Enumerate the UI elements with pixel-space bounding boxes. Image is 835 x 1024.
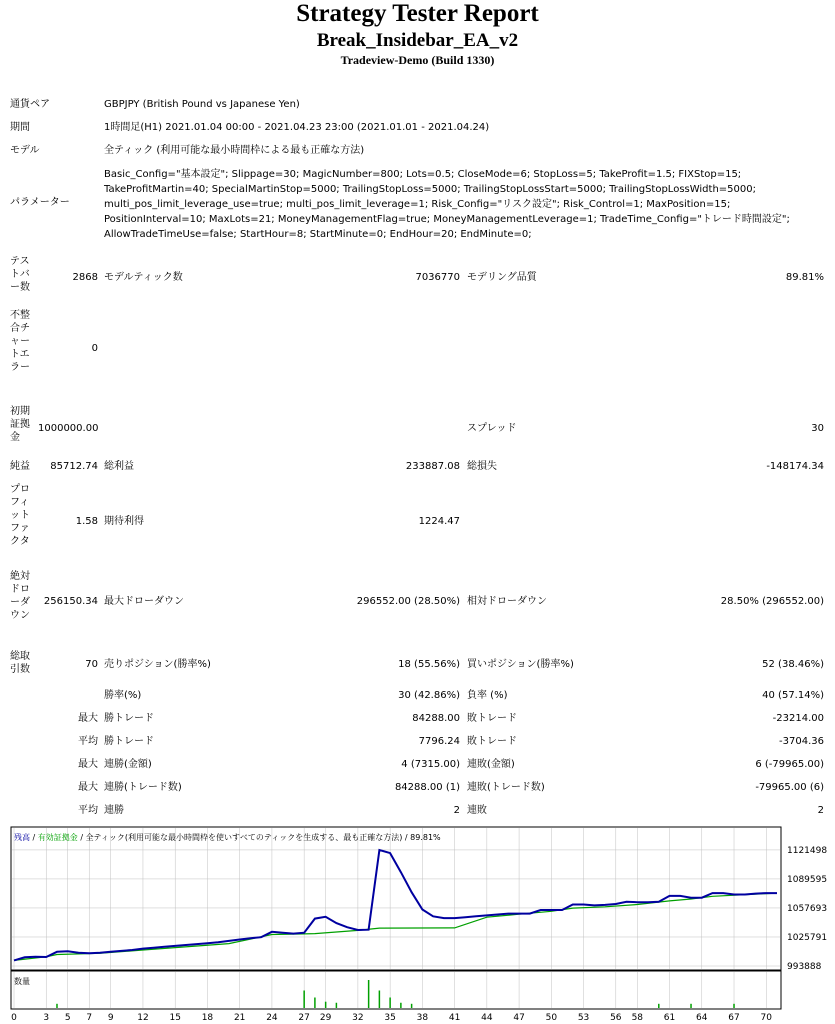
pf-value: 1.58 [75,516,98,527]
x-axis-ticks [11,1013,772,1022]
max-dd-value: 296552.00 (28.50%) [356,596,460,607]
max-profit-label: 連勝(トレード数) [104,782,182,793]
legend-separator-1: / [30,833,38,842]
net-label: 純益 [10,461,30,472]
ea-name: Break_Insidebar_EA_v2 [316,30,519,51]
expected-value: 1224.47 [418,516,460,527]
y-tick-label: 993888 [787,962,822,972]
x-tick-label: 53 [577,1013,590,1022]
gross-loss-label: 総損失 [467,461,497,472]
avg-loss-label: 敗トレード [467,736,517,747]
x-tick-label: 32 [352,1013,364,1022]
largest-loss-label: 敗トレード [467,713,517,724]
expected-label: 期待利得 [104,516,144,527]
legend-equity: 有効証拠金 [37,833,78,842]
x-tick-label: 58 [631,1013,644,1022]
quality-label: モデリング品質 [467,272,537,283]
x-tick-label: 15 [169,1013,181,1022]
x-tick-label: 24 [266,1013,278,1022]
bars-value: 2868 [72,272,98,283]
maximum-label: 最大 [78,759,98,770]
gross-profit-value: 233887.08 [405,461,460,472]
avg-cons-loss-label: 連敗 [467,805,487,816]
y-axis-ticks [787,846,827,972]
y-tick-label: 1057693 [787,903,828,914]
max-cons-loss-value: 6 (-79965.00) [755,759,824,770]
net-value: 85712.74 [50,461,98,472]
bars-label: テストバー数 [10,256,30,293]
max-cons-loss-label: 連敗(金額) [467,759,515,770]
abs-dd-label: 絶対ドローダウン [10,571,30,621]
largest-win-label: 勝トレード [104,713,154,724]
x-tick-label: 38 [416,1013,429,1022]
x-tick-label: 29 [319,1013,332,1022]
long-value: 52 (38.46%) [762,659,824,670]
rel-dd-label: 相対ドローダウン [467,596,547,607]
x-tick-label: 70 [760,1013,772,1022]
x-tick-label: 0 [11,1013,17,1022]
x-tick-label: 61 [663,1013,676,1022]
x-tick-label: 44 [481,1013,493,1022]
ticks-value: 7036770 [415,272,460,283]
x-tick-label: 3 [43,1013,50,1022]
x-tick-label: 12 [137,1013,149,1022]
mismatch-value: 0 [91,343,98,354]
avg-cons-win-label: 連勝 [104,805,124,816]
x-tick-label: 9 [107,1013,114,1022]
chart-legend [14,832,441,842]
max-cons-win-label: 連勝(金額) [104,759,152,770]
max-loss-value: -79965.00 (6) [755,782,824,793]
x-tick-label: 64 [696,1013,708,1022]
model-label: モデル [10,145,40,156]
maximal-label: 最大 [78,782,98,793]
legend-separator-3: / [402,833,411,842]
symbol-value: GBPJPY (British Pound vs Japanese Yen) [104,99,300,110]
x-tick-label: 56 [610,1013,622,1022]
max-profit-value: 84288.00 (1) [394,782,460,793]
x-tick-label: 27 [298,1013,310,1022]
loss-label: 負率 (%) [467,690,508,701]
x-tick-label: 67 [728,1013,740,1022]
max-cons-win-value: 4 (7315.00) [401,759,460,770]
largest-label: 最大 [78,713,98,724]
balance-chart [10,826,832,1022]
volume-label: 数量 [14,977,30,986]
x-tick-label: 5 [64,1013,71,1022]
abs-dd-value: 256150.34 [43,596,98,607]
win-value: 30 (42.86%) [398,690,460,701]
pf-label: プロフィットファクタ [10,484,30,547]
legend-separator-2: / [77,833,86,842]
period-value: 1時間足(H1) 2021.01.04 00:00 - 2021.04.23 23:00 (2021.01.01 - 2021.04.24) [104,122,490,133]
y-tick-label: 1025791 [787,932,828,943]
symbol-label: 通貨ペア [10,99,50,110]
params-label: パラメーター [10,197,70,208]
avg-win-label: 勝トレード [104,736,154,747]
deposit-value: 1000000.00 [38,423,99,434]
legend-quality: 89.81% [410,833,441,842]
x-tick-label: 47 [513,1013,525,1022]
rel-dd-value: 28.50% (296552.00) [720,596,824,607]
avg-cons-win-value: 2 [453,805,460,816]
x-tick-label: 21 [233,1013,246,1022]
y-tick-label: 1121498 [787,845,828,856]
short-value: 18 (55.56%) [398,659,460,670]
trades-value: 70 [85,659,98,670]
gross-profit-label: 総利益 [104,461,134,472]
legend-balance: 残高 [14,833,30,842]
x-tick-label: 35 [384,1013,396,1022]
trades-label: 総取引数 [10,651,30,675]
model-value: 全ティック (利用可能な最小時間枠による最も正確な方法) [104,145,365,156]
ticks-label: モデルティック数 [104,272,183,283]
spread-label: スプレッド [467,423,517,434]
x-tick-label: 7 [86,1013,93,1022]
server-build: Tradeview-Demo (Build 1330) [340,53,495,67]
report-title: Strategy Tester Report [296,0,539,27]
period-label: 期間 [10,122,30,133]
x-tick-label: 50 [545,1013,558,1022]
volume-plot-frame [11,971,781,1009]
x-tick-label: 41 [448,1013,461,1022]
quality-value: 89.81% [785,272,824,283]
avg-cons-label: 平均 [78,805,98,816]
avg-cons-loss-value: 2 [817,805,824,816]
y-tick-label: 1089595 [787,874,828,885]
params-value: Basic_Config="基本設定"; Slippage=30; MagicNumber=800; Lots=0.5; CloseMode=6; StopLoss=5; TakeProfit=1.5; FIXStop=15; TakeProfitMartin=40; SpecialMartinStop=5000; TrailingStopLoss=5000; TrailingStopLossStart=5000; TrailingStopLossWidth=5000; multi_pos_limit_leverage_use=true; multi_pos_limit_leverage=1; Risk_Config="リスク設定"; Risk_Control=1; MaxPosition=15; PositionInterval=10; MaxLots=21; MoneyManagementFlag=true; MoneyManagementLeverage=1; TradeTime_Config="トレード時間設定"; AllowTradeTimeUse=false; StartHour=8; StartMinute=0; EndHour=20; EndMinute=0; [104,169,790,240]
avg-loss-value: -3704.36 [779,736,824,747]
gross-loss-value: -148174.34 [766,461,824,472]
max-dd-label: 最大ドローダウン [104,596,184,607]
deposit-label: 初期証拠金 [10,406,30,443]
average-label: 平均 [78,736,98,747]
long-label: 買いポジション(勝率%) [467,659,574,670]
max-loss-label: 連敗(トレード数) [467,782,545,793]
short-label: 売りポジション(勝率%) [104,659,211,670]
loss-value: 40 (57.14%) [762,690,824,701]
legend-model: 全ティック(利用可能な最小時間枠を使いすべてのティックを生成する、最も正確な方法) [85,833,403,842]
largest-loss-value: -23214.00 [772,713,824,724]
avg-win-value: 7796.24 [418,736,460,747]
largest-win-value: 84288.00 [412,713,460,724]
mismatch-label: 不整合チャートエラー [10,310,30,373]
x-tick-label: 18 [201,1013,214,1022]
win-label: 勝率(%) [104,690,142,701]
spread-value: 30 [811,423,824,434]
